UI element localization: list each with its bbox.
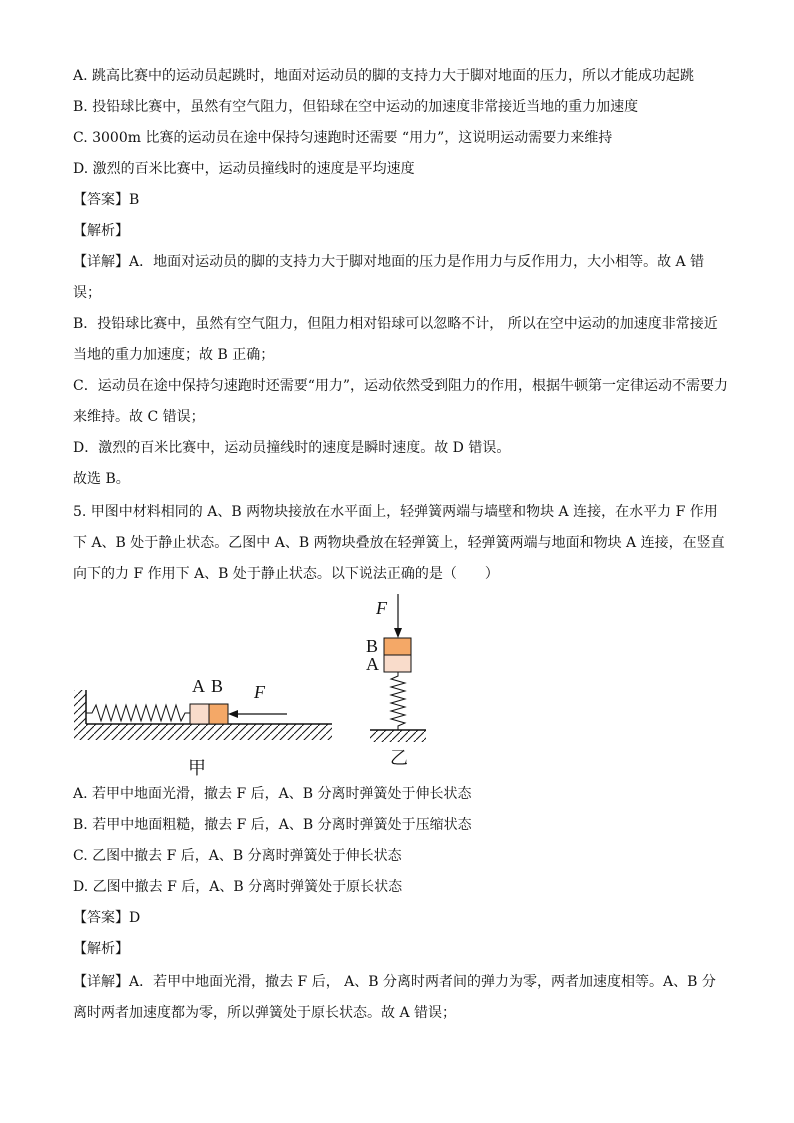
q4-answer: 【答案】B	[73, 192, 140, 208]
caption-yi: 乙	[390, 748, 408, 768]
q4-option-b: B. 投铅球比赛中，虽然有空气阻力，但铅球在空中运动的加速度非常接近当地的重力加速度	[73, 99, 639, 115]
label-b: B	[211, 676, 224, 696]
q5-option-c: C. 乙图中撤去 F 后，A、B 分离时弹簧处于伸长状态	[73, 848, 402, 864]
q5-detail-line: 离时两者加速度都为零，所以弹簧处于原长状态。故 A 错误；	[73, 1005, 457, 1021]
caption-jia: 甲	[188, 758, 206, 778]
q4-detail-line: 来维持。故 C 错误；	[73, 409, 205, 425]
figure-jia	[70, 670, 340, 780]
ground-hatch	[74, 724, 332, 740]
wall-hatch	[74, 690, 86, 724]
q4-option-c: C. 3000m 比赛的运动员在途中保持匀速跑时还需要 “用力”，这说明运动需要力来维持	[73, 130, 613, 146]
q4-detail-line: D．激烈的百米比赛中，运动员撞线时的速度是瞬时速度。故 D 错误。	[73, 440, 511, 456]
block-b	[209, 704, 228, 724]
q4-detail-line: 误；	[73, 285, 101, 301]
q4-detail-line: B．投铅球比赛中，虽然有空气阻力，但阻力相对铅球可以忽略不计， 所以在空中运动的加速度非常接近	[73, 316, 718, 332]
label-b: B	[366, 636, 379, 656]
q5-stem-line: 下 A、B 处于静止状态。乙图中 A、B 两物块叠放在轻弹簧上，轻弹簧两端与地面和物块 A 连接，在竖直	[73, 535, 725, 551]
q4-detail-line: C．运动员在途中保持匀速跑时还需要“用力”，运动依然受到阻力的作用，根据牛顿第一定律运动不需要力	[73, 378, 729, 394]
q4-analysis-label: 【解析】	[73, 223, 129, 239]
figure-yi	[360, 588, 440, 768]
q5-stem-line: 5. 甲图中材料相同的 A、B 两物块接放在水平面上，轻弹簧两端与墙壁和物块 A 连接，在水平力 F 作用	[73, 504, 718, 520]
q5-answer: 【答案】D	[73, 910, 141, 926]
q4-option-d: D. 激烈的百米比赛中，运动员撞线时的速度是平均速度	[73, 161, 415, 177]
ground-hatch	[370, 730, 426, 742]
force-arrow-head	[394, 628, 402, 638]
spring	[86, 705, 190, 721]
force-arrow-head	[228, 710, 238, 718]
block-b	[384, 638, 411, 655]
label-a: A	[366, 654, 379, 674]
q5-option-b: B. 若甲中地面粗糙，撤去 F 后，A、B 分离时弹簧处于压缩状态	[73, 817, 472, 833]
q4-detail-line: 故选 B。	[73, 471, 130, 487]
q4-option-a: A. 跳高比赛中的运动员起跳时，地面对运动员的脚的支持力大于脚对地面的压力，所以才能成功起跳	[73, 68, 695, 84]
q5-option-a: A. 若甲中地面光滑，撤去 F 后，A、B 分离时弹簧处于伸长状态	[73, 786, 472, 802]
label-a: A	[192, 676, 205, 696]
q4-detail-line: 当地的重力加速度；故 B 正确；	[73, 347, 275, 363]
force-label: F	[254, 682, 265, 702]
force-label: F	[376, 598, 387, 618]
block-a	[190, 704, 209, 724]
q5-option-d: D. 乙图中撤去 F 后，A、B 分离时弹簧处于原长状态	[73, 879, 403, 895]
block-a	[384, 655, 411, 672]
q5-stem-line: 向下的力 F 作用下 A、B 处于静止状态。以下说法正确的是（ ）	[73, 566, 499, 582]
q5-analysis-label: 【解析】	[73, 941, 129, 957]
q5-detail-line: 【详解】A．若甲中地面光滑，撤去 F 后， A、B 分离时两者间的弹力为零，两者加速度相等。A、B 分	[73, 974, 716, 990]
q4-detail-line: 【详解】A．地面对运动员的脚的支持力大于脚对地面的压力是作用力与反作用力，大小相等。故 A 错	[73, 254, 705, 270]
spring	[391, 672, 405, 730]
